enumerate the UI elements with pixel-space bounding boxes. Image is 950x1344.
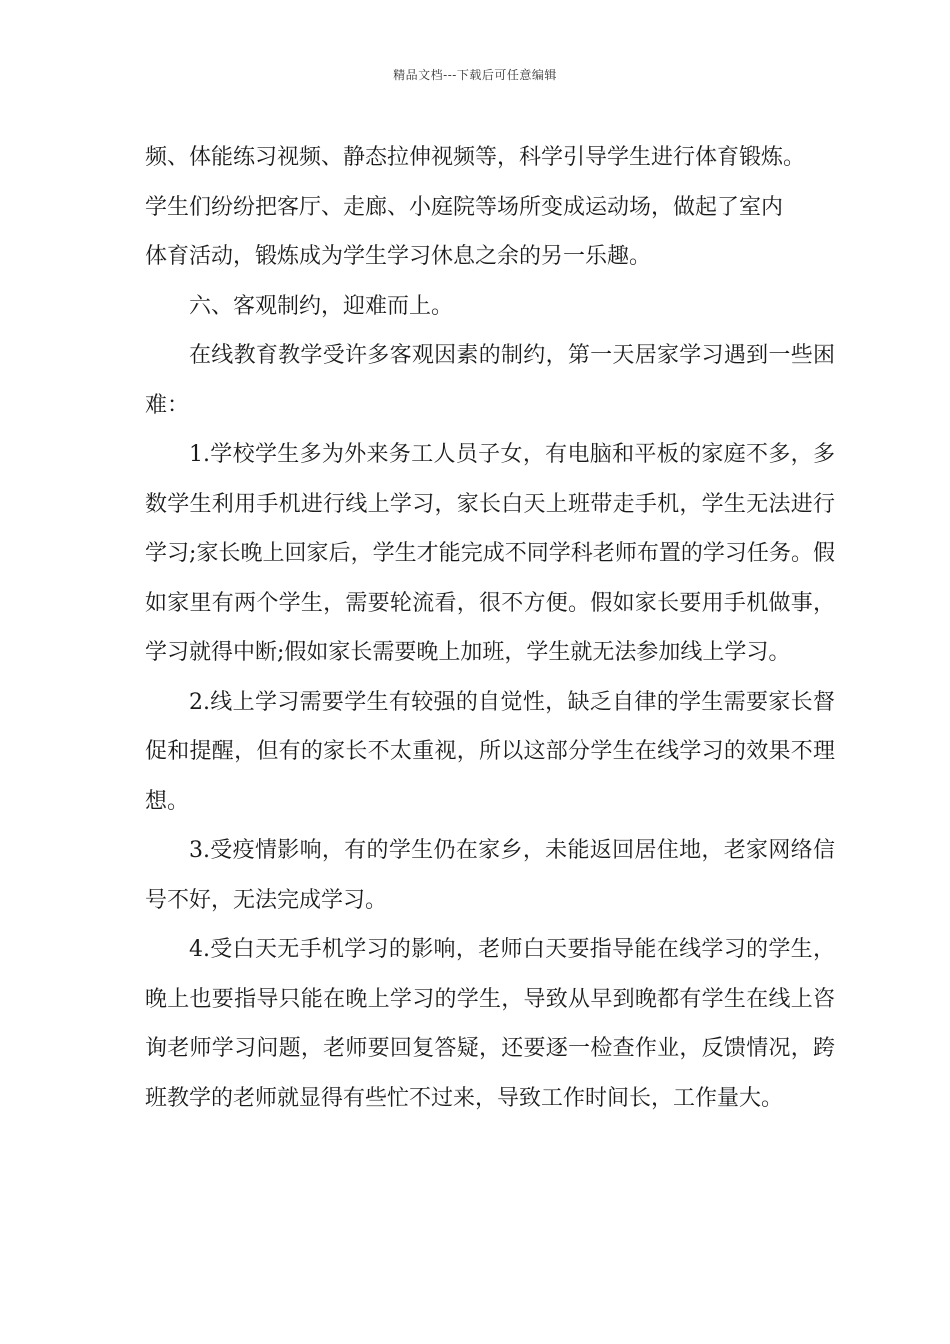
list-item-1: 1.学校学生多为外来务工人员子女，有电脑和平板的家庭不多，多数学生利用手机进行线上学习，家长白天上班带走手机，学生无法进行学习;家长晚上回家后，学生才能完成不同学科老师布置的学习任务。假如家里有两个学生，需要轮流看，很不方便。假如家长要用手机做事，学习就得中断;假如家长需要晚上加班，学生就无法参加线上学习。 bbox=[145, 442, 835, 665]
list-item-4: 4.受白天无手机学习的影响，老师白天要指导能在线学习的学生，晚上也要指导只能在晚上学习的学生，导致从早到晚都有学生在线上咨询老师学习问题，老师要回复答疑，还要逐一检查作业，反馈情况，跨班教学的老师就显得有些忙不过来，导致工作时间长，工作量大。 bbox=[145, 937, 835, 1111]
intro-line-1: 频、体能练习视频、静态拉伸视频等，科学引导学生进行体育锻炼。 bbox=[145, 145, 806, 170]
document-body bbox=[145, 133, 835, 1123]
intro-line-3: 体育活动，锻炼成为学生学习休息之余的另一乐趣。 bbox=[145, 244, 652, 269]
list-item-2: 2.线上学习需要学生有较强的自觉性，缺乏自律的学生需要家长督促和提醒，但有的家长不太重视，所以这部分学生在线学习的效果不理想。 bbox=[145, 689, 835, 814]
page-header: 精品文档---下载后可任意编辑 bbox=[393, 68, 557, 82]
paragraph-intro: 在线教育教学受许多客观因素的制约，第一天居家学习遇到一些困难： bbox=[145, 343, 835, 418]
list-item-3: 3.受疫情影响，有的学生仍在家乡，未能返回居住地，老家网络信号不好，无法完成学习。 bbox=[145, 838, 835, 913]
intro-line-2: 学生们纷纷把客厅、走廊、小庭院等场所变成运动场，做起了室内 bbox=[145, 194, 784, 220]
section-heading: 六、客观制约，迎难而上。 bbox=[189, 293, 454, 319]
